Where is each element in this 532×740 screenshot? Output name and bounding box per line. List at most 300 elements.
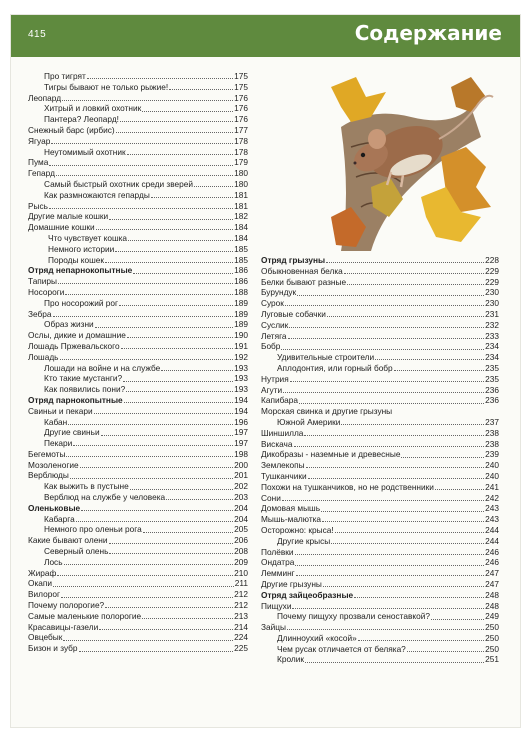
toc-entry-title: Осторожно: крыса! bbox=[261, 524, 334, 535]
toc-entry bbox=[261, 277, 499, 288]
page-number: 415 bbox=[28, 29, 47, 40]
toc-entry-page: 184 bbox=[234, 222, 248, 233]
dot-leader bbox=[58, 283, 233, 284]
toc-entry-title: Носороги bbox=[28, 286, 65, 297]
dot-leader bbox=[296, 575, 484, 576]
toc-entry-title: Рысь bbox=[28, 200, 48, 211]
toc-entry-page: 236 bbox=[485, 395, 499, 406]
mouse-on-autumn-leaves-illustration bbox=[311, 67, 501, 251]
toc-entry-title: Обыкновенная белка bbox=[261, 265, 343, 276]
dot-leader bbox=[308, 478, 485, 479]
dot-leader bbox=[133, 273, 233, 274]
toc-entry bbox=[28, 179, 248, 190]
toc-entry bbox=[28, 568, 248, 579]
dot-leader bbox=[344, 273, 484, 274]
toc-entry-page: 210 bbox=[234, 567, 248, 578]
dot-leader bbox=[326, 262, 484, 263]
toc-entry-title: Верблюд на службе у человека bbox=[44, 492, 166, 503]
dot-leader bbox=[287, 629, 484, 630]
toc-entry-page: 196 bbox=[234, 416, 248, 427]
dot-leader bbox=[321, 511, 484, 512]
dot-leader bbox=[401, 457, 484, 458]
toc-entry-page: 205 bbox=[234, 524, 248, 535]
toc-entry-page: 206 bbox=[234, 535, 248, 546]
toc-entry bbox=[28, 373, 248, 384]
toc-entry bbox=[261, 320, 499, 331]
toc-entry-title: Самые маленькие полорогие bbox=[28, 610, 142, 621]
dot-leader bbox=[294, 446, 485, 447]
toc-entry bbox=[261, 644, 499, 655]
toc-entry bbox=[28, 136, 248, 147]
toc-entry-title: Ягуар bbox=[28, 135, 51, 146]
toc-entry-page: 241 bbox=[485, 481, 499, 492]
dot-leader bbox=[283, 392, 484, 393]
toc-entry-page: 186 bbox=[234, 276, 248, 287]
dot-leader bbox=[105, 262, 233, 263]
toc-entry-title: Кто такие мустанги? bbox=[44, 373, 123, 384]
dot-leader bbox=[151, 197, 233, 198]
toc-entry bbox=[28, 103, 248, 114]
toc-entry-page: 229 bbox=[485, 276, 499, 287]
toc-entry-page: 240 bbox=[485, 460, 499, 471]
toc-entry bbox=[261, 547, 499, 558]
dot-leader bbox=[304, 435, 484, 436]
toc-entry bbox=[28, 643, 248, 654]
toc-entry bbox=[261, 417, 499, 428]
toc-entry-page: 244 bbox=[485, 535, 499, 546]
toc-entry-title: Образ жизни bbox=[44, 319, 94, 330]
toc-entry bbox=[28, 276, 248, 287]
toc-entry-page: 229 bbox=[485, 265, 499, 276]
toc-entry-page: 188 bbox=[234, 286, 248, 297]
toc-entry bbox=[28, 632, 248, 643]
toc-entry bbox=[28, 233, 248, 244]
toc-entry-page: 248 bbox=[485, 600, 499, 611]
toc-entry-title: Ондатра bbox=[261, 557, 295, 568]
toc-entry bbox=[28, 427, 248, 438]
toc-entry-title: Овцебык bbox=[28, 632, 63, 643]
toc-entry-title: Агути bbox=[261, 384, 283, 395]
toc-entry-page: 197 bbox=[234, 427, 248, 438]
toc-entry-page: 177 bbox=[234, 124, 248, 135]
toc-entry bbox=[28, 481, 248, 492]
toc-entry-page: 211 bbox=[234, 578, 248, 589]
toc-entry-page: 235 bbox=[485, 373, 499, 384]
toc-entry bbox=[28, 114, 248, 125]
toc-entry-page: 224 bbox=[234, 632, 248, 643]
toc-entry-title: Неутомимый охотник bbox=[44, 146, 126, 157]
toc-entry-title: Шиншилла bbox=[261, 427, 304, 438]
toc-entry-title: Тапиры bbox=[28, 276, 58, 287]
dot-leader bbox=[53, 316, 234, 317]
dot-leader bbox=[394, 370, 484, 371]
dot-leader bbox=[341, 424, 484, 425]
dot-leader bbox=[63, 640, 233, 641]
dot-leader bbox=[407, 651, 484, 652]
dot-leader bbox=[295, 565, 484, 566]
toc-entry bbox=[28, 460, 248, 471]
toc-entry bbox=[261, 266, 499, 277]
toc-entry-page: 181 bbox=[234, 189, 248, 200]
toc-entry bbox=[28, 535, 248, 546]
toc-entry-page: 175 bbox=[234, 71, 248, 81]
page-title: Содержание bbox=[354, 21, 502, 45]
dot-leader bbox=[101, 435, 234, 436]
toc-entry bbox=[261, 622, 499, 633]
dot-leader bbox=[142, 111, 233, 112]
dot-leader bbox=[290, 381, 484, 382]
toc-entry-page: 201 bbox=[234, 470, 248, 481]
toc-entry-page: 250 bbox=[485, 622, 499, 633]
toc-entry bbox=[261, 633, 499, 644]
toc-entry-page: 179 bbox=[234, 157, 248, 168]
toc-entry bbox=[28, 330, 248, 341]
toc-entry-page: 203 bbox=[234, 492, 248, 503]
toc-entry-title: Другие свиньи bbox=[44, 427, 100, 438]
toc-entry-page: 239 bbox=[485, 449, 499, 460]
toc-entry-title: Снежный барс (ирбис) bbox=[28, 124, 115, 135]
toc-entry-page: 185 bbox=[234, 243, 248, 254]
dot-leader bbox=[99, 629, 233, 630]
dot-leader bbox=[143, 532, 233, 533]
dot-leader bbox=[109, 543, 234, 544]
toc-entry-page: 228 bbox=[485, 255, 499, 265]
toc-entry-title: Домашние кошки bbox=[28, 222, 95, 233]
toc-entry-title: Отряд грызуны bbox=[261, 255, 326, 265]
toc-entry bbox=[28, 287, 248, 298]
toc-entry-page: 238 bbox=[485, 427, 499, 438]
toc-entry-title: Что чувствует кошка bbox=[48, 232, 128, 243]
toc-entry-page: 234 bbox=[485, 341, 499, 352]
toc-entry-page: 181 bbox=[234, 200, 248, 211]
toc-entry-title: Пума bbox=[28, 157, 49, 168]
toc-entry bbox=[28, 352, 248, 363]
toc-entry-title: Полёвки bbox=[261, 546, 294, 557]
dot-leader bbox=[322, 521, 484, 522]
toc-entry-title: Кабарга bbox=[44, 513, 75, 524]
toc-entry-page: 197 bbox=[234, 438, 248, 449]
toc-entry-title: Кабан bbox=[44, 416, 68, 427]
dot-leader bbox=[116, 132, 233, 133]
toc-entry-page: 178 bbox=[234, 135, 248, 146]
toc-entry bbox=[28, 93, 248, 104]
toc-entry bbox=[28, 147, 248, 158]
toc-entry-title: Про тигрят bbox=[44, 71, 86, 81]
toc-entry-page: 231 bbox=[485, 308, 499, 319]
toc-entry bbox=[28, 244, 248, 255]
toc-entry-page: 236 bbox=[485, 384, 499, 395]
toc-entry bbox=[28, 438, 248, 449]
toc-entry-page: 233 bbox=[485, 330, 499, 341]
toc-entry-title: Лось bbox=[44, 556, 63, 567]
dot-leader bbox=[66, 456, 233, 457]
toc-entry-page: 214 bbox=[234, 621, 248, 632]
dot-leader bbox=[87, 78, 233, 79]
toc-entry-page: 251 bbox=[485, 654, 499, 665]
dot-leader bbox=[289, 327, 484, 328]
toc-entry-page: 176 bbox=[234, 103, 248, 114]
toc-entry-title: Красавицы-газели bbox=[28, 621, 99, 632]
dot-leader bbox=[76, 521, 233, 522]
toc-entry bbox=[28, 319, 248, 330]
toc-entry bbox=[28, 168, 248, 179]
toc-entry-page: 249 bbox=[485, 611, 499, 622]
dot-leader bbox=[56, 175, 233, 176]
toc-entry bbox=[28, 524, 248, 535]
dot-leader bbox=[431, 619, 484, 620]
toc-entry bbox=[28, 514, 248, 525]
toc-entry-title: Другие малые кошки bbox=[28, 211, 109, 222]
toc-entry-title: Вискача bbox=[261, 438, 293, 449]
dot-leader bbox=[96, 229, 233, 230]
toc-entry-title: Бизон и зубр bbox=[28, 643, 78, 654]
dot-leader bbox=[347, 284, 484, 285]
dot-leader bbox=[115, 251, 233, 252]
toc-entry-page: 204 bbox=[234, 513, 248, 524]
toc-entry-title: Гепард bbox=[28, 168, 55, 179]
toc-entry bbox=[261, 374, 499, 385]
dot-leader bbox=[130, 489, 233, 490]
toc-entry bbox=[261, 590, 499, 601]
dot-leader bbox=[295, 554, 485, 555]
toc-entry-title: Дикобразы - наземные и древесные bbox=[261, 449, 401, 460]
page-header bbox=[11, 15, 520, 57]
toc-entry-title: Леопард bbox=[28, 92, 62, 103]
toc-entry bbox=[28, 578, 248, 589]
toc-entry-title: Немного истории bbox=[48, 243, 115, 254]
toc-entry bbox=[261, 471, 499, 482]
toc-entry bbox=[261, 341, 499, 352]
toc-entry-page: 184 bbox=[234, 232, 248, 243]
dot-leader bbox=[358, 640, 484, 641]
dot-leader bbox=[62, 100, 233, 101]
dot-leader bbox=[327, 316, 484, 317]
dot-leader bbox=[124, 402, 234, 403]
toc-entry-page: 230 bbox=[485, 298, 499, 309]
toc-entry bbox=[28, 211, 248, 222]
dot-leader bbox=[292, 608, 484, 609]
dot-leader bbox=[79, 651, 234, 652]
toc-entry-title: Пищухи bbox=[261, 600, 292, 611]
toc-entry-page: 235 bbox=[485, 362, 499, 373]
toc-entry bbox=[261, 406, 499, 417]
dot-leader bbox=[354, 597, 484, 598]
toc-entry-title: Самый быстрый охотник среди зверей bbox=[44, 178, 194, 189]
dot-leader bbox=[81, 510, 233, 511]
dot-leader bbox=[119, 305, 233, 306]
toc-entry-title: Похожи на тушканчиков, но не родственники bbox=[261, 481, 434, 492]
toc-entry-title: Северный олень bbox=[44, 546, 109, 557]
toc-entry-page: 200 bbox=[234, 459, 248, 470]
toc-entry-title: Бурундук bbox=[261, 287, 297, 298]
dot-leader bbox=[80, 467, 234, 468]
toc-entry bbox=[261, 449, 499, 460]
dot-leader bbox=[123, 381, 233, 382]
dot-leader bbox=[323, 586, 484, 587]
toc-entry-page: 232 bbox=[485, 319, 499, 330]
toc-entry-page: 246 bbox=[485, 557, 499, 568]
toc-entry-title: Суслик bbox=[261, 319, 289, 330]
toc-entry-page: 189 bbox=[234, 297, 248, 308]
toc-entry bbox=[261, 298, 499, 309]
dot-leader bbox=[128, 240, 233, 241]
dot-leader bbox=[109, 553, 233, 554]
toc-entry bbox=[261, 287, 499, 298]
toc-entry-page: 240 bbox=[485, 470, 499, 481]
toc-entry-page: 234 bbox=[485, 352, 499, 363]
dot-leader bbox=[53, 586, 234, 587]
toc-entry-page: 191 bbox=[234, 340, 248, 351]
toc-entry-page: 194 bbox=[234, 405, 248, 416]
toc-entry-page: 186 bbox=[234, 265, 248, 276]
dot-leader bbox=[306, 467, 485, 468]
toc-entry bbox=[261, 255, 499, 266]
toc-entry-page: 193 bbox=[234, 362, 248, 373]
toc-entry-title: Домовая мышь bbox=[261, 503, 321, 514]
toc-entry-page: 193 bbox=[234, 373, 248, 384]
toc-entry-page: 225 bbox=[234, 643, 248, 654]
toc-entry-page: 247 bbox=[485, 578, 499, 589]
toc-entry-title: Пекари bbox=[44, 438, 73, 449]
dot-leader bbox=[299, 403, 484, 404]
toc-entry-title: Землекопы bbox=[261, 460, 305, 471]
toc-entry-title: Почему полорогие? bbox=[28, 600, 105, 611]
toc-entry-title: Другие грызуны bbox=[261, 578, 322, 589]
toc-entry-title: Сони bbox=[261, 492, 281, 503]
toc-entry bbox=[28, 395, 248, 406]
toc-left-column bbox=[28, 71, 248, 654]
toc-entry bbox=[261, 428, 499, 439]
toc-entry bbox=[261, 460, 499, 471]
toc-entry-title: Оленьковые bbox=[28, 502, 81, 513]
toc-entry-page: 212 bbox=[234, 600, 248, 611]
toc-entry-title: Тигры бывают не только рыжие! bbox=[44, 81, 169, 92]
toc-entry-title: Как размножаются гепарды bbox=[44, 189, 150, 200]
toc-entry-page: 230 bbox=[485, 287, 499, 298]
toc-entry bbox=[28, 157, 248, 168]
dot-leader bbox=[285, 305, 484, 306]
toc-entry-title: Пантера? Леопард! bbox=[44, 114, 119, 125]
dot-leader bbox=[61, 597, 233, 598]
toc-entry bbox=[261, 601, 499, 612]
toc-entry-title: Зебра bbox=[28, 308, 52, 319]
toc-entry bbox=[28, 222, 248, 233]
toc-entry-title: Верблюды bbox=[28, 470, 69, 481]
toc-entry bbox=[28, 125, 248, 136]
toc-entry-page: 198 bbox=[234, 448, 248, 459]
toc-entry-title: Жираф bbox=[28, 567, 57, 578]
toc-entry-title: Лемминг bbox=[261, 568, 295, 579]
toc-entry-title: Бобр bbox=[261, 341, 281, 352]
dot-leader bbox=[331, 543, 484, 544]
toc-entry-page: 180 bbox=[234, 168, 248, 179]
toc-entry-title: Породы кошек bbox=[48, 254, 104, 265]
toc-entry bbox=[261, 611, 499, 622]
toc-entry-title: Белки бывают разные bbox=[261, 276, 347, 287]
toc-entry bbox=[261, 352, 499, 363]
toc-entry bbox=[261, 385, 499, 396]
toc-entry-page: 189 bbox=[234, 308, 248, 319]
toc-entry bbox=[28, 201, 248, 212]
toc-entry-page: 178 bbox=[234, 146, 248, 157]
toc-entry-title: Длинноухий «косой» bbox=[277, 632, 357, 643]
dot-leader bbox=[109, 219, 233, 220]
toc-entry-title: Капибара bbox=[261, 395, 298, 406]
dot-leader bbox=[73, 445, 233, 446]
toc-entry-title: Другие крысы bbox=[277, 535, 331, 546]
toc-entry-title: Луговые собачки bbox=[261, 308, 326, 319]
toc-entry-page: 204 bbox=[234, 502, 248, 513]
toc-entry-title: Немного про оленьи рога bbox=[44, 524, 142, 535]
toc-entry bbox=[28, 298, 248, 309]
toc-entry bbox=[261, 309, 499, 320]
toc-entry-page: 243 bbox=[485, 503, 499, 514]
toc-entry bbox=[28, 406, 248, 417]
toc-entry-page: 212 bbox=[234, 589, 248, 600]
toc-entry-title: Окапи bbox=[28, 578, 53, 589]
toc-entry-title: Удивительные строители bbox=[277, 352, 375, 363]
dot-leader bbox=[70, 478, 233, 479]
toc-entry bbox=[28, 492, 248, 503]
toc-entry-title: Бегемоты bbox=[28, 448, 66, 459]
toc-entry-page: 193 bbox=[234, 384, 248, 395]
toc-entry-page: 213 bbox=[234, 610, 248, 621]
toc-entry-title: Кролик bbox=[277, 654, 304, 665]
toc-entry bbox=[28, 503, 248, 514]
toc-entry-title: Про носорожий рог bbox=[44, 297, 119, 308]
toc-entry-page: 176 bbox=[234, 114, 248, 125]
toc-entry bbox=[261, 363, 499, 374]
toc-entry-title: Мозоленогие bbox=[28, 459, 79, 470]
toc-entry bbox=[28, 384, 248, 395]
toc-entry bbox=[28, 557, 248, 568]
dot-leader bbox=[64, 564, 234, 565]
dot-leader bbox=[57, 575, 233, 576]
toc-entry bbox=[28, 546, 248, 557]
dot-leader bbox=[95, 327, 234, 328]
toc-entry-page: 246 bbox=[485, 546, 499, 557]
toc-entry bbox=[28, 265, 248, 276]
dot-leader bbox=[288, 338, 485, 339]
dot-leader bbox=[51, 143, 233, 144]
toc-entry-title: Морская свинка и другие грызуны bbox=[261, 406, 393, 417]
toc-entry-title: Аплодонтия, или горный бобр bbox=[277, 362, 393, 373]
toc-entry-page: 209 bbox=[234, 556, 248, 567]
toc-entry-page: 244 bbox=[485, 524, 499, 535]
toc-entry bbox=[28, 449, 248, 460]
toc-entry-page: 182 bbox=[234, 211, 248, 222]
toc-entry bbox=[261, 439, 499, 450]
toc-entry bbox=[28, 341, 248, 352]
toc-entry-title: Хитрый и ловкий охотник bbox=[44, 103, 142, 114]
toc-entry-page: 247 bbox=[485, 568, 499, 579]
toc-entry-title: Свиньи и пекари bbox=[28, 405, 93, 416]
dot-leader bbox=[127, 154, 234, 155]
dot-leader bbox=[49, 165, 233, 166]
dot-leader bbox=[282, 500, 484, 501]
toc-entry-title: Как выжить в пустыне bbox=[44, 481, 129, 492]
dot-leader bbox=[435, 489, 484, 490]
toc-entry-page: 208 bbox=[234, 546, 248, 557]
toc-entry-title: Сурок bbox=[261, 298, 284, 309]
dot-leader bbox=[161, 370, 233, 371]
toc-entry-page: 250 bbox=[485, 632, 499, 643]
toc-entry-title: Как появились пони? bbox=[44, 384, 126, 395]
toc-entry bbox=[28, 309, 248, 320]
toc-right-column bbox=[261, 255, 499, 665]
toc-entry-title: Южной Америки bbox=[277, 416, 341, 427]
dot-leader bbox=[127, 337, 233, 338]
